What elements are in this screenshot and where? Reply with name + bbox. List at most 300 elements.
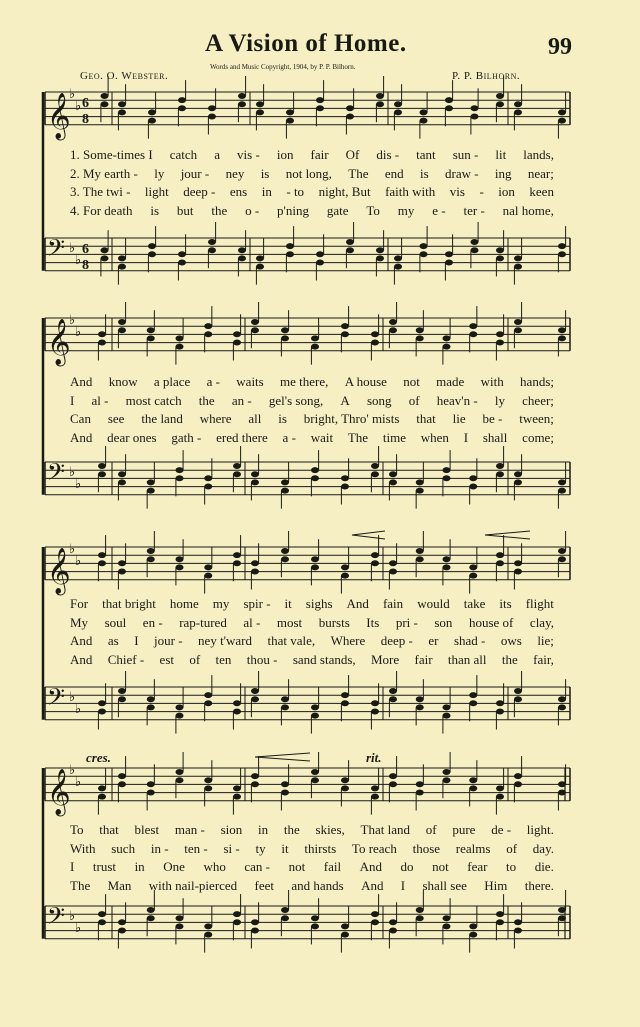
lyric-syllable: 2. My earth -	[70, 165, 138, 181]
note-head	[558, 696, 566, 702]
note-head	[311, 564, 319, 570]
lyric-line	[70, 633, 554, 649]
note-head	[558, 243, 566, 249]
note-head	[394, 109, 402, 115]
note-head	[281, 488, 289, 494]
lyric-syllable: its	[499, 596, 512, 611]
note-head	[443, 556, 451, 562]
note-head	[251, 560, 259, 566]
lyric-syllable: catch	[169, 147, 198, 162]
note-head	[469, 923, 477, 929]
note-head	[371, 463, 379, 469]
lyric-syllable: lit	[495, 147, 507, 162]
note-head	[98, 709, 106, 715]
note-head	[514, 928, 522, 934]
note-head	[394, 101, 402, 107]
note-head	[251, 781, 259, 787]
flat-icon: ♭	[69, 908, 76, 923]
lyric-syllable: And	[70, 651, 93, 667]
note-head	[416, 479, 424, 485]
lyric-syllable: ion	[276, 147, 294, 162]
lyric-line	[70, 166, 554, 182]
lyric-line	[70, 147, 554, 163]
note-head	[281, 556, 289, 562]
lyric-syllable: bursts	[318, 614, 350, 630]
note-head	[341, 573, 349, 579]
treble-clef-icon: 𝄞	[47, 768, 71, 815]
note-head	[416, 907, 424, 913]
lyric-syllable: in	[261, 184, 272, 199]
note-head	[233, 919, 241, 925]
flat-icon: ♭	[75, 252, 82, 267]
lyric-syllable: pure	[452, 822, 476, 837]
note-head	[316, 251, 324, 257]
note-head	[118, 101, 126, 107]
note-head	[376, 247, 384, 253]
lyric-syllable: the	[283, 822, 300, 837]
note-head	[341, 785, 349, 791]
lyric-syllable: And	[70, 633, 93, 648]
lyric-syllable: but	[176, 202, 194, 218]
lyric-syllable: ly	[154, 165, 165, 181]
lyric-syllable: gate	[326, 202, 349, 218]
lyric-line	[70, 411, 554, 427]
lyric-syllable: of	[408, 392, 420, 408]
note-head	[514, 327, 522, 333]
note-head	[496, 463, 504, 469]
note-head	[147, 327, 155, 333]
lyric-syllable: jour -	[154, 633, 183, 648]
note-head	[98, 340, 106, 346]
lyric-syllable: in	[258, 822, 269, 837]
note-head	[514, 781, 522, 787]
note-head	[416, 781, 424, 787]
lyric-syllable: lie	[452, 411, 466, 426]
note-head	[147, 488, 155, 494]
note-head	[101, 255, 109, 261]
note-head	[118, 569, 126, 575]
lyric-syllable: in -	[150, 840, 169, 856]
note-head	[118, 255, 126, 261]
note-head	[176, 564, 184, 570]
note-head	[251, 479, 259, 485]
note-head	[514, 773, 522, 779]
note-head	[389, 781, 397, 787]
note-head	[389, 560, 397, 566]
note-head	[341, 484, 349, 490]
note-head	[204, 573, 212, 579]
lyric-syllable: ion	[498, 184, 515, 199]
note-head	[469, 692, 477, 698]
lyric-syllable: And	[70, 374, 93, 389]
note-head	[286, 109, 294, 115]
lyric-syllable: And	[359, 859, 382, 874]
note-head	[286, 251, 294, 257]
note-head	[420, 243, 428, 249]
note-head	[443, 475, 451, 481]
note-head	[469, 331, 477, 337]
lyric-syllable: skies,	[315, 822, 345, 837]
lyric-syllable: not	[432, 859, 449, 874]
note-head	[98, 552, 106, 558]
note-head	[389, 919, 397, 925]
lyric-syllable: the land	[141, 411, 183, 426]
lyric-syllable: is	[278, 411, 287, 426]
lyric-syllable: fain	[382, 596, 404, 611]
lyric-syllable: vis -	[237, 147, 260, 162]
lyric-syllable: sion	[220, 822, 243, 837]
note-head	[233, 552, 241, 558]
lyric-syllable: p'ning	[277, 202, 310, 218]
note-head	[558, 109, 566, 115]
lyric-syllable: when	[420, 429, 449, 445]
lyric-syllable: And	[346, 596, 369, 611]
lyric-syllable: en -	[142, 614, 163, 630]
note-head	[147, 479, 155, 485]
lyric-line	[70, 822, 554, 838]
flat-icon: ♭	[75, 920, 82, 935]
lyric-syllable: that bright	[102, 596, 156, 611]
lyric-syllable: Of	[345, 147, 360, 162]
dynamic-hairpin	[352, 531, 385, 539]
note-head	[341, 777, 349, 783]
note-head	[471, 247, 479, 253]
note-head	[233, 700, 241, 706]
lyric-syllable: ly	[494, 392, 505, 408]
note-head	[558, 488, 566, 494]
note-head	[281, 781, 289, 787]
lyric-syllable: ered there	[216, 429, 268, 445]
note-head	[443, 777, 451, 783]
lyric-syllable: would	[417, 596, 450, 611]
lyric-syllable: of	[506, 840, 518, 856]
lyric-syllable: fail	[323, 859, 342, 874]
note-head	[469, 573, 477, 579]
note-head	[176, 475, 184, 481]
lyric-syllable: tween;	[519, 411, 554, 426]
note-head	[514, 471, 522, 477]
lyric-syllable: e -	[432, 202, 446, 218]
lyric-syllable: an -	[231, 392, 252, 408]
lyric-syllable: cheer;	[522, 392, 554, 408]
note-head	[256, 101, 264, 107]
note-head	[496, 247, 504, 253]
note-head	[256, 264, 264, 270]
note-head	[416, 704, 424, 710]
lyric-syllable: die.	[534, 859, 554, 874]
lyric-syllable: thirsts	[304, 840, 337, 856]
lyric-syllable: it	[281, 840, 289, 856]
lyric-syllable: rap-tured	[179, 614, 227, 630]
lyric-syllable: I	[400, 877, 406, 893]
lyric-syllable: Can	[70, 411, 91, 426]
lyric-syllable: Chief -	[107, 651, 145, 667]
note-head	[98, 463, 106, 469]
note-head	[251, 471, 259, 477]
lyric-syllable: house of	[468, 614, 514, 630]
lyric-syllable: shall see	[422, 877, 467, 893]
lyric-line	[70, 203, 554, 219]
note-head	[558, 118, 566, 124]
lyric-syllable: nal home,	[502, 202, 554, 218]
note-head	[558, 335, 566, 341]
note-head	[496, 700, 504, 706]
lyric-syllable: light	[144, 184, 169, 199]
lyric-syllable: al -	[243, 614, 261, 630]
flat-icon: ♭	[69, 541, 76, 556]
note-head	[204, 323, 212, 329]
flat-icon: ♭	[69, 312, 76, 327]
flat-icon: ♭	[75, 98, 82, 113]
note-head	[251, 688, 259, 694]
lyric-syllable: And	[70, 429, 93, 445]
flat-icon: ♭	[69, 86, 76, 101]
note-head	[371, 560, 379, 566]
lyric-syllable: a place	[153, 374, 191, 389]
note-head	[389, 569, 397, 575]
note-head	[371, 785, 379, 791]
note-head	[471, 114, 479, 120]
lyric-syllable: most catch	[125, 392, 182, 408]
note-head	[496, 255, 504, 261]
note-head	[251, 928, 259, 934]
lyric-syllable: the	[211, 202, 228, 218]
note-head	[389, 327, 397, 333]
note-head	[204, 564, 212, 570]
note-head	[514, 264, 522, 270]
note-head	[341, 923, 349, 929]
note-head	[208, 247, 216, 253]
note-head	[256, 109, 264, 115]
lyric-syllable: waits	[236, 374, 264, 389]
note-head	[443, 713, 451, 719]
lyric-syllable: feet	[254, 877, 275, 893]
note-head	[341, 564, 349, 570]
note-head	[311, 777, 319, 783]
lyric-syllable: me there,	[280, 374, 329, 389]
note-head	[443, 467, 451, 473]
note-head	[496, 919, 504, 925]
lyric-syllable: a -	[206, 374, 220, 389]
lyric-syllable: those	[412, 840, 441, 856]
note-head	[147, 556, 155, 562]
note-head	[389, 696, 397, 702]
lyric-syllable: dear ones	[107, 429, 157, 445]
note-head	[176, 467, 184, 473]
note-head	[176, 915, 184, 921]
lyric-syllable: a -	[282, 429, 296, 445]
lyric-syllable: to	[506, 859, 517, 874]
note-head	[233, 471, 241, 477]
lyric-syllable: For	[70, 596, 89, 611]
bass-clef-icon: 𝄢	[47, 458, 66, 491]
note-head	[148, 243, 156, 249]
lyric-syllable: wait	[310, 429, 334, 445]
lyric-line	[70, 652, 554, 668]
note-head	[443, 704, 451, 710]
lyric-syllable: where	[199, 411, 232, 426]
note-head	[558, 251, 566, 257]
note-head	[118, 773, 126, 779]
note-head	[376, 255, 384, 261]
lyric-syllable: than all	[447, 651, 487, 667]
note-head	[496, 552, 504, 558]
note-head	[558, 907, 566, 913]
note-head	[204, 331, 212, 337]
dynamic-hairpin	[485, 531, 530, 539]
lyric-syllable: blest	[134, 822, 160, 837]
lyric-syllable: home	[169, 596, 199, 611]
lyric-syllable: ten	[215, 651, 232, 667]
lyric-syllable: a	[214, 147, 220, 162]
lyric-line	[70, 393, 554, 409]
note-head	[311, 915, 319, 921]
note-head	[98, 331, 106, 337]
note-head	[208, 239, 216, 245]
note-head	[204, 923, 212, 929]
lyric-syllable: deep -	[183, 184, 216, 199]
note-head	[176, 704, 184, 710]
note-head	[371, 331, 379, 337]
note-head	[341, 932, 349, 938]
note-head	[416, 915, 424, 921]
note-head	[514, 696, 522, 702]
note-head	[101, 247, 109, 253]
note-head	[311, 556, 319, 562]
note-head	[204, 932, 212, 938]
lyric-syllable: trust	[92, 859, 117, 874]
note-head	[471, 105, 479, 111]
note-head	[371, 919, 379, 925]
lyric-syllable: sand stands,	[292, 651, 356, 667]
lyric-syllable: thou -	[246, 651, 278, 667]
note-head	[311, 923, 319, 929]
treble-clef-icon: 𝄞	[47, 318, 71, 365]
lyric-syllable: song	[366, 392, 392, 408]
note-head	[469, 777, 477, 783]
note-head	[281, 704, 289, 710]
lyric-syllable: fair	[310, 147, 329, 162]
lyric-syllable: soul	[104, 614, 127, 630]
note-head	[251, 696, 259, 702]
lyric-syllable: My	[70, 614, 89, 630]
note-head	[445, 251, 453, 257]
lyric-syllable: not	[288, 859, 306, 874]
note-head	[496, 560, 504, 566]
note-head	[176, 344, 184, 350]
lyric-syllable: bright, Thro' mists	[303, 411, 400, 426]
note-head	[514, 560, 522, 566]
lyric-syllable: with	[480, 374, 504, 389]
lyric-syllable: ows	[500, 633, 522, 648]
note-head	[341, 700, 349, 706]
flat-icon: ♭	[69, 762, 76, 777]
lyric-syllable: ter -	[463, 202, 485, 218]
note-head	[514, 569, 522, 575]
note-head	[98, 785, 106, 791]
lyric-syllable: fair,	[533, 651, 554, 667]
lyric-syllable: 3. The twi -	[70, 184, 131, 199]
lyric-syllable: 1. Some-times I	[70, 147, 153, 162]
note-head	[233, 785, 241, 791]
note-head	[98, 560, 106, 566]
note-head	[371, 471, 379, 477]
flat-icon: ♭	[69, 464, 76, 479]
note-head	[316, 105, 324, 111]
note-head	[148, 109, 156, 115]
note-head	[281, 479, 289, 485]
flat-icon: ♭	[75, 324, 82, 339]
note-head	[341, 475, 349, 481]
lyric-syllable: I	[463, 429, 469, 445]
note-head	[371, 552, 379, 558]
note-head	[233, 560, 241, 566]
note-head	[311, 344, 319, 350]
flat-icon: ♭	[69, 689, 76, 704]
note-head	[496, 911, 504, 917]
note-head	[346, 247, 354, 253]
lyric-syllable: flight	[525, 596, 554, 611]
composer-credit: P. P. Bilhorn.	[452, 70, 521, 82]
lyric-syllable: clay,	[529, 614, 554, 630]
note-head	[118, 319, 126, 325]
lyric-syllable: ten -	[184, 840, 208, 856]
lyric-syllable: is	[260, 165, 270, 181]
note-head	[251, 773, 259, 779]
note-head	[416, 335, 424, 341]
lyric-syllable: all	[248, 411, 262, 426]
note-head	[443, 564, 451, 570]
lyric-syllable: hands;	[520, 374, 554, 389]
note-head	[469, 484, 477, 490]
note-head	[204, 785, 212, 791]
lyric-syllable: made	[436, 374, 465, 389]
lyric-syllable: be -	[482, 411, 503, 426]
note-head	[238, 101, 246, 107]
lyric-syllable: most	[276, 614, 303, 630]
note-head	[118, 479, 126, 485]
lyric-syllable: To	[366, 202, 380, 218]
lyric-syllable: ty	[255, 840, 266, 856]
note-head	[311, 704, 319, 710]
flat-icon: ♭	[75, 476, 82, 491]
note-head	[558, 790, 566, 796]
lyric-syllable: I	[134, 633, 139, 648]
flat-icon: ♭	[75, 701, 82, 716]
note-head	[420, 109, 428, 115]
note-head	[233, 709, 241, 715]
note-head	[281, 907, 289, 913]
note-head	[341, 692, 349, 698]
note-head	[176, 556, 184, 562]
crescendo-marking: cres.	[86, 750, 111, 765]
lyric-syllable: with nail-pierced	[148, 877, 238, 893]
flat-icon: ♭	[75, 774, 82, 789]
lyric-syllable: know	[108, 374, 138, 389]
note-head	[558, 479, 566, 485]
note-head	[208, 114, 216, 120]
note-head	[281, 548, 289, 554]
lyric-syllable: Him	[484, 877, 508, 893]
note-head	[469, 323, 477, 329]
note-head	[443, 344, 451, 350]
time-signature: 8	[82, 258, 89, 273]
note-head	[281, 790, 289, 796]
lyric-syllable: that	[99, 822, 119, 837]
note-head	[371, 911, 379, 917]
note-head	[98, 471, 106, 477]
lyric-line	[70, 859, 554, 875]
